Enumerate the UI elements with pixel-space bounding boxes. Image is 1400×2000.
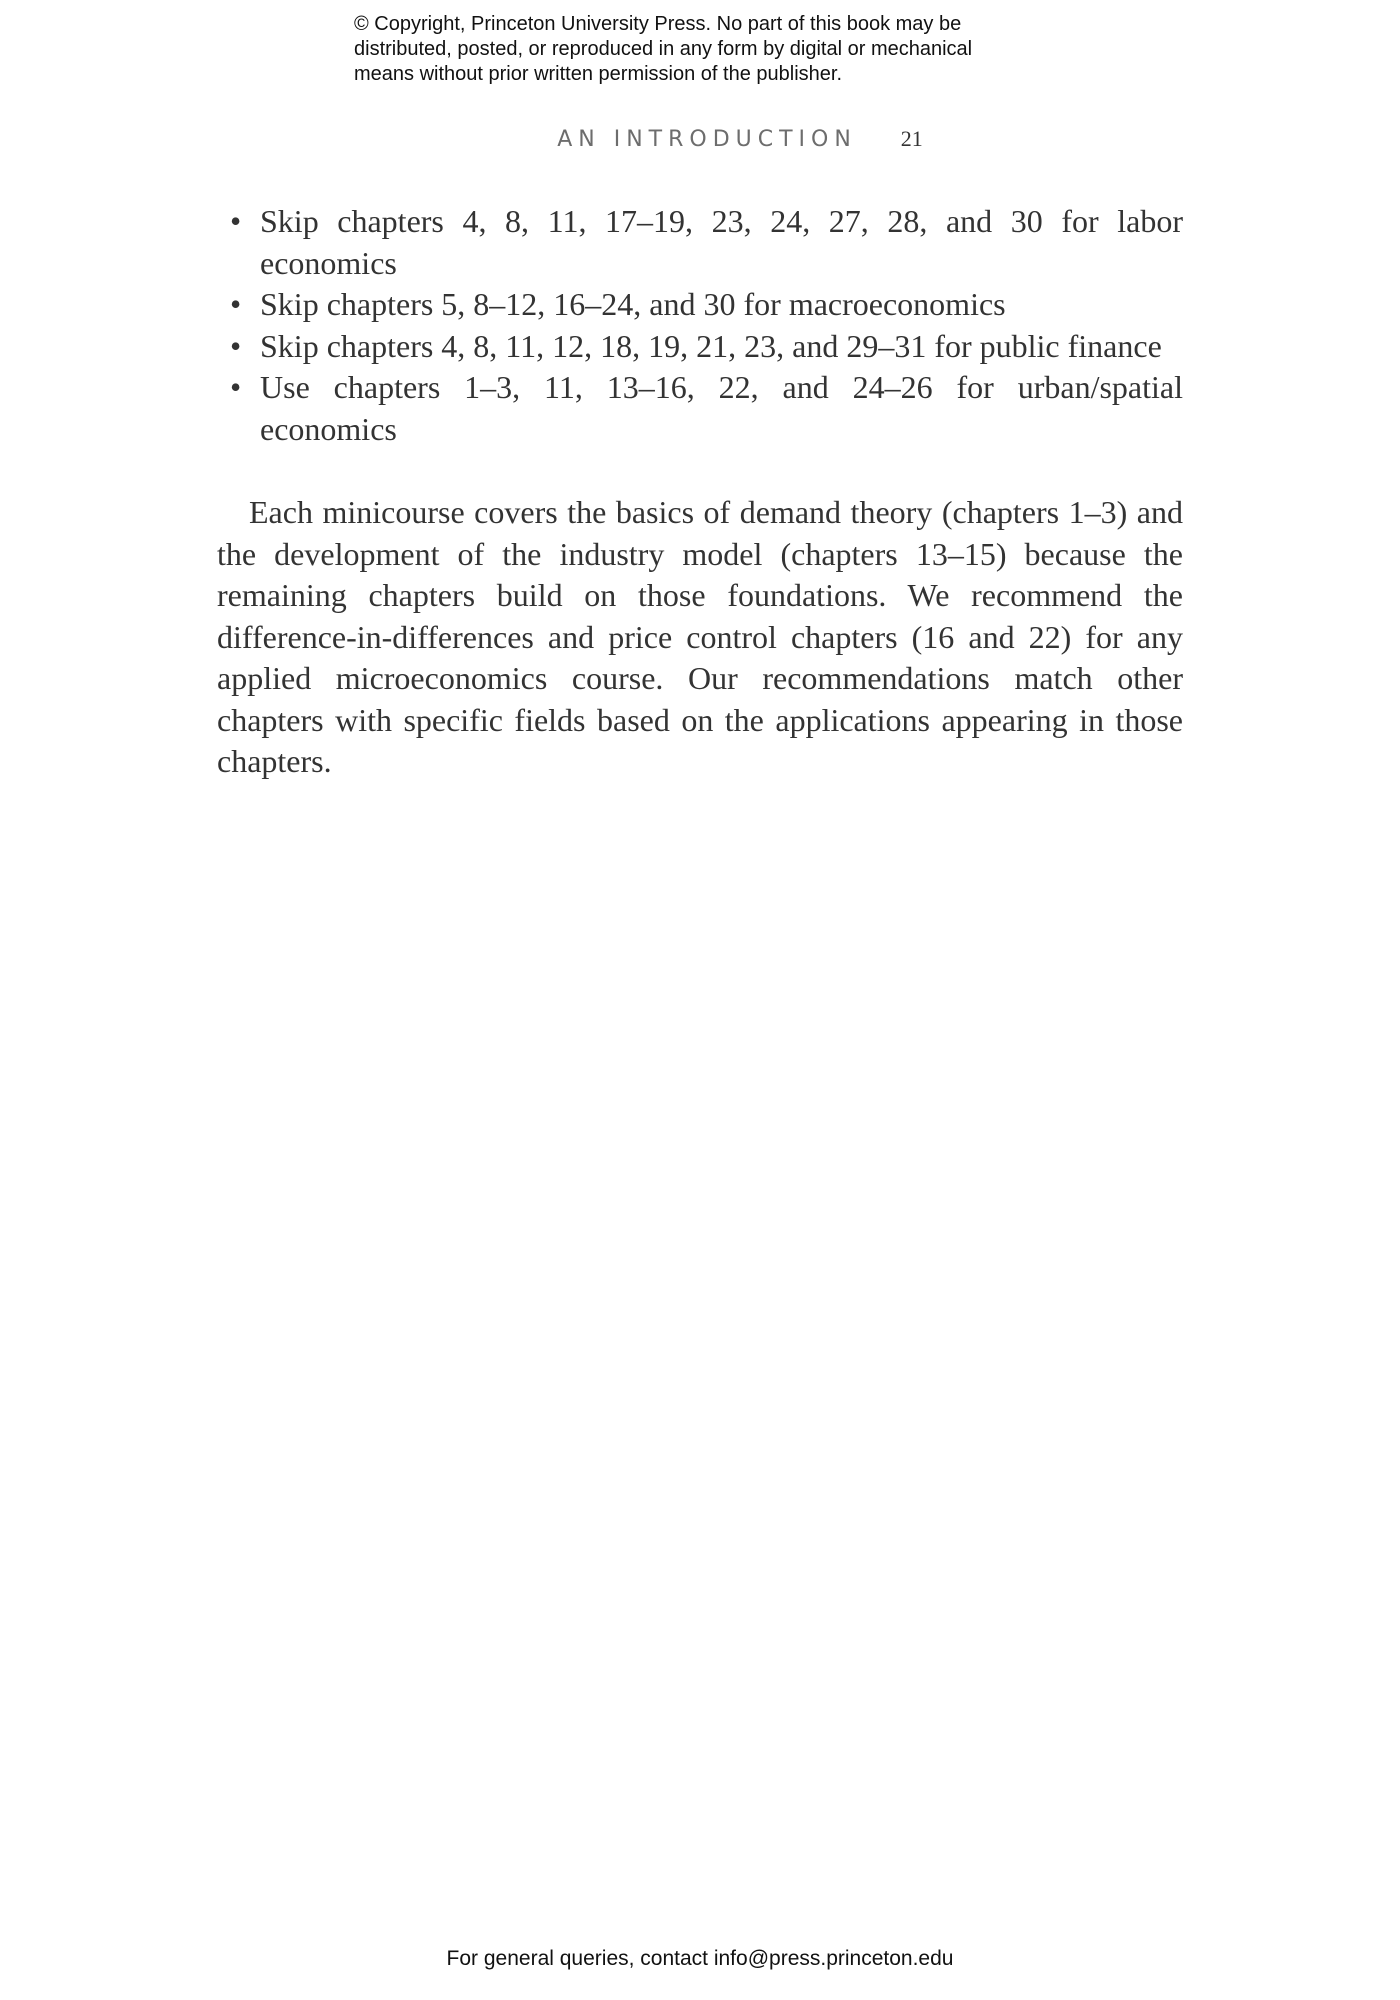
bullet-icon: •: [230, 369, 242, 405]
list-item-text: Skip chapters 4, 8, 11, 17–19, 23, 24, 27, 28, and 30 for labor economics: [260, 203, 1183, 281]
list-item: [217, 367, 1183, 450]
copyright-line-1: © Copyright, Princeton University Press. No part of this book may be: [354, 13, 962, 35]
footer-contact: For general queries, contact info@press.princeton.edu: [446, 1947, 954, 1970]
bullet-icon: •: [230, 327, 242, 364]
running-head: [0, 126, 1400, 152]
copyright-notice: [354, 12, 1074, 87]
copyright-line-3: means without prior written permission of the publisher.: [354, 63, 843, 85]
list-item: [217, 201, 1183, 284]
list-item-text: Use chapters 1–3, 11, 13–16, 22, and 24–26 for urban/spatial economics: [260, 369, 1183, 447]
list-item: [217, 284, 1183, 326]
minicourse-list: [217, 201, 1183, 450]
page-number: 21: [900, 126, 923, 151]
list-item-text: Skip chapters 5, 8–12, 16–24, and 30 for macroeconomics: [260, 286, 1006, 322]
list-item: [217, 326, 1183, 368]
body-paragraph: Each minicourse covers the basics of demand theory (chapters 1–3) and the development of the industry model (chapters 13–15) because the remaining chapters build on those foundations. We recommend the difference-in-differences and price control chapters (16 and 22) for any applied microeconomics course. Our recommendations match other chapters with specific fields based on the applications appearing in those chapters.: [217, 494, 1183, 779]
list-item-text: Skip chapters 4, 8, 11, 12, 18, 19, 21, 23, and 29–31 for public finance: [260, 327, 1162, 364]
bullet-icon: •: [230, 286, 242, 322]
running-head-title: AN INTRODUCTION: [557, 127, 857, 152]
main-text: [217, 201, 1183, 783]
copyright-line-2: distributed, posted, or reproduced in any form by digital or mechanical: [354, 38, 973, 60]
bullet-icon: •: [230, 203, 242, 239]
